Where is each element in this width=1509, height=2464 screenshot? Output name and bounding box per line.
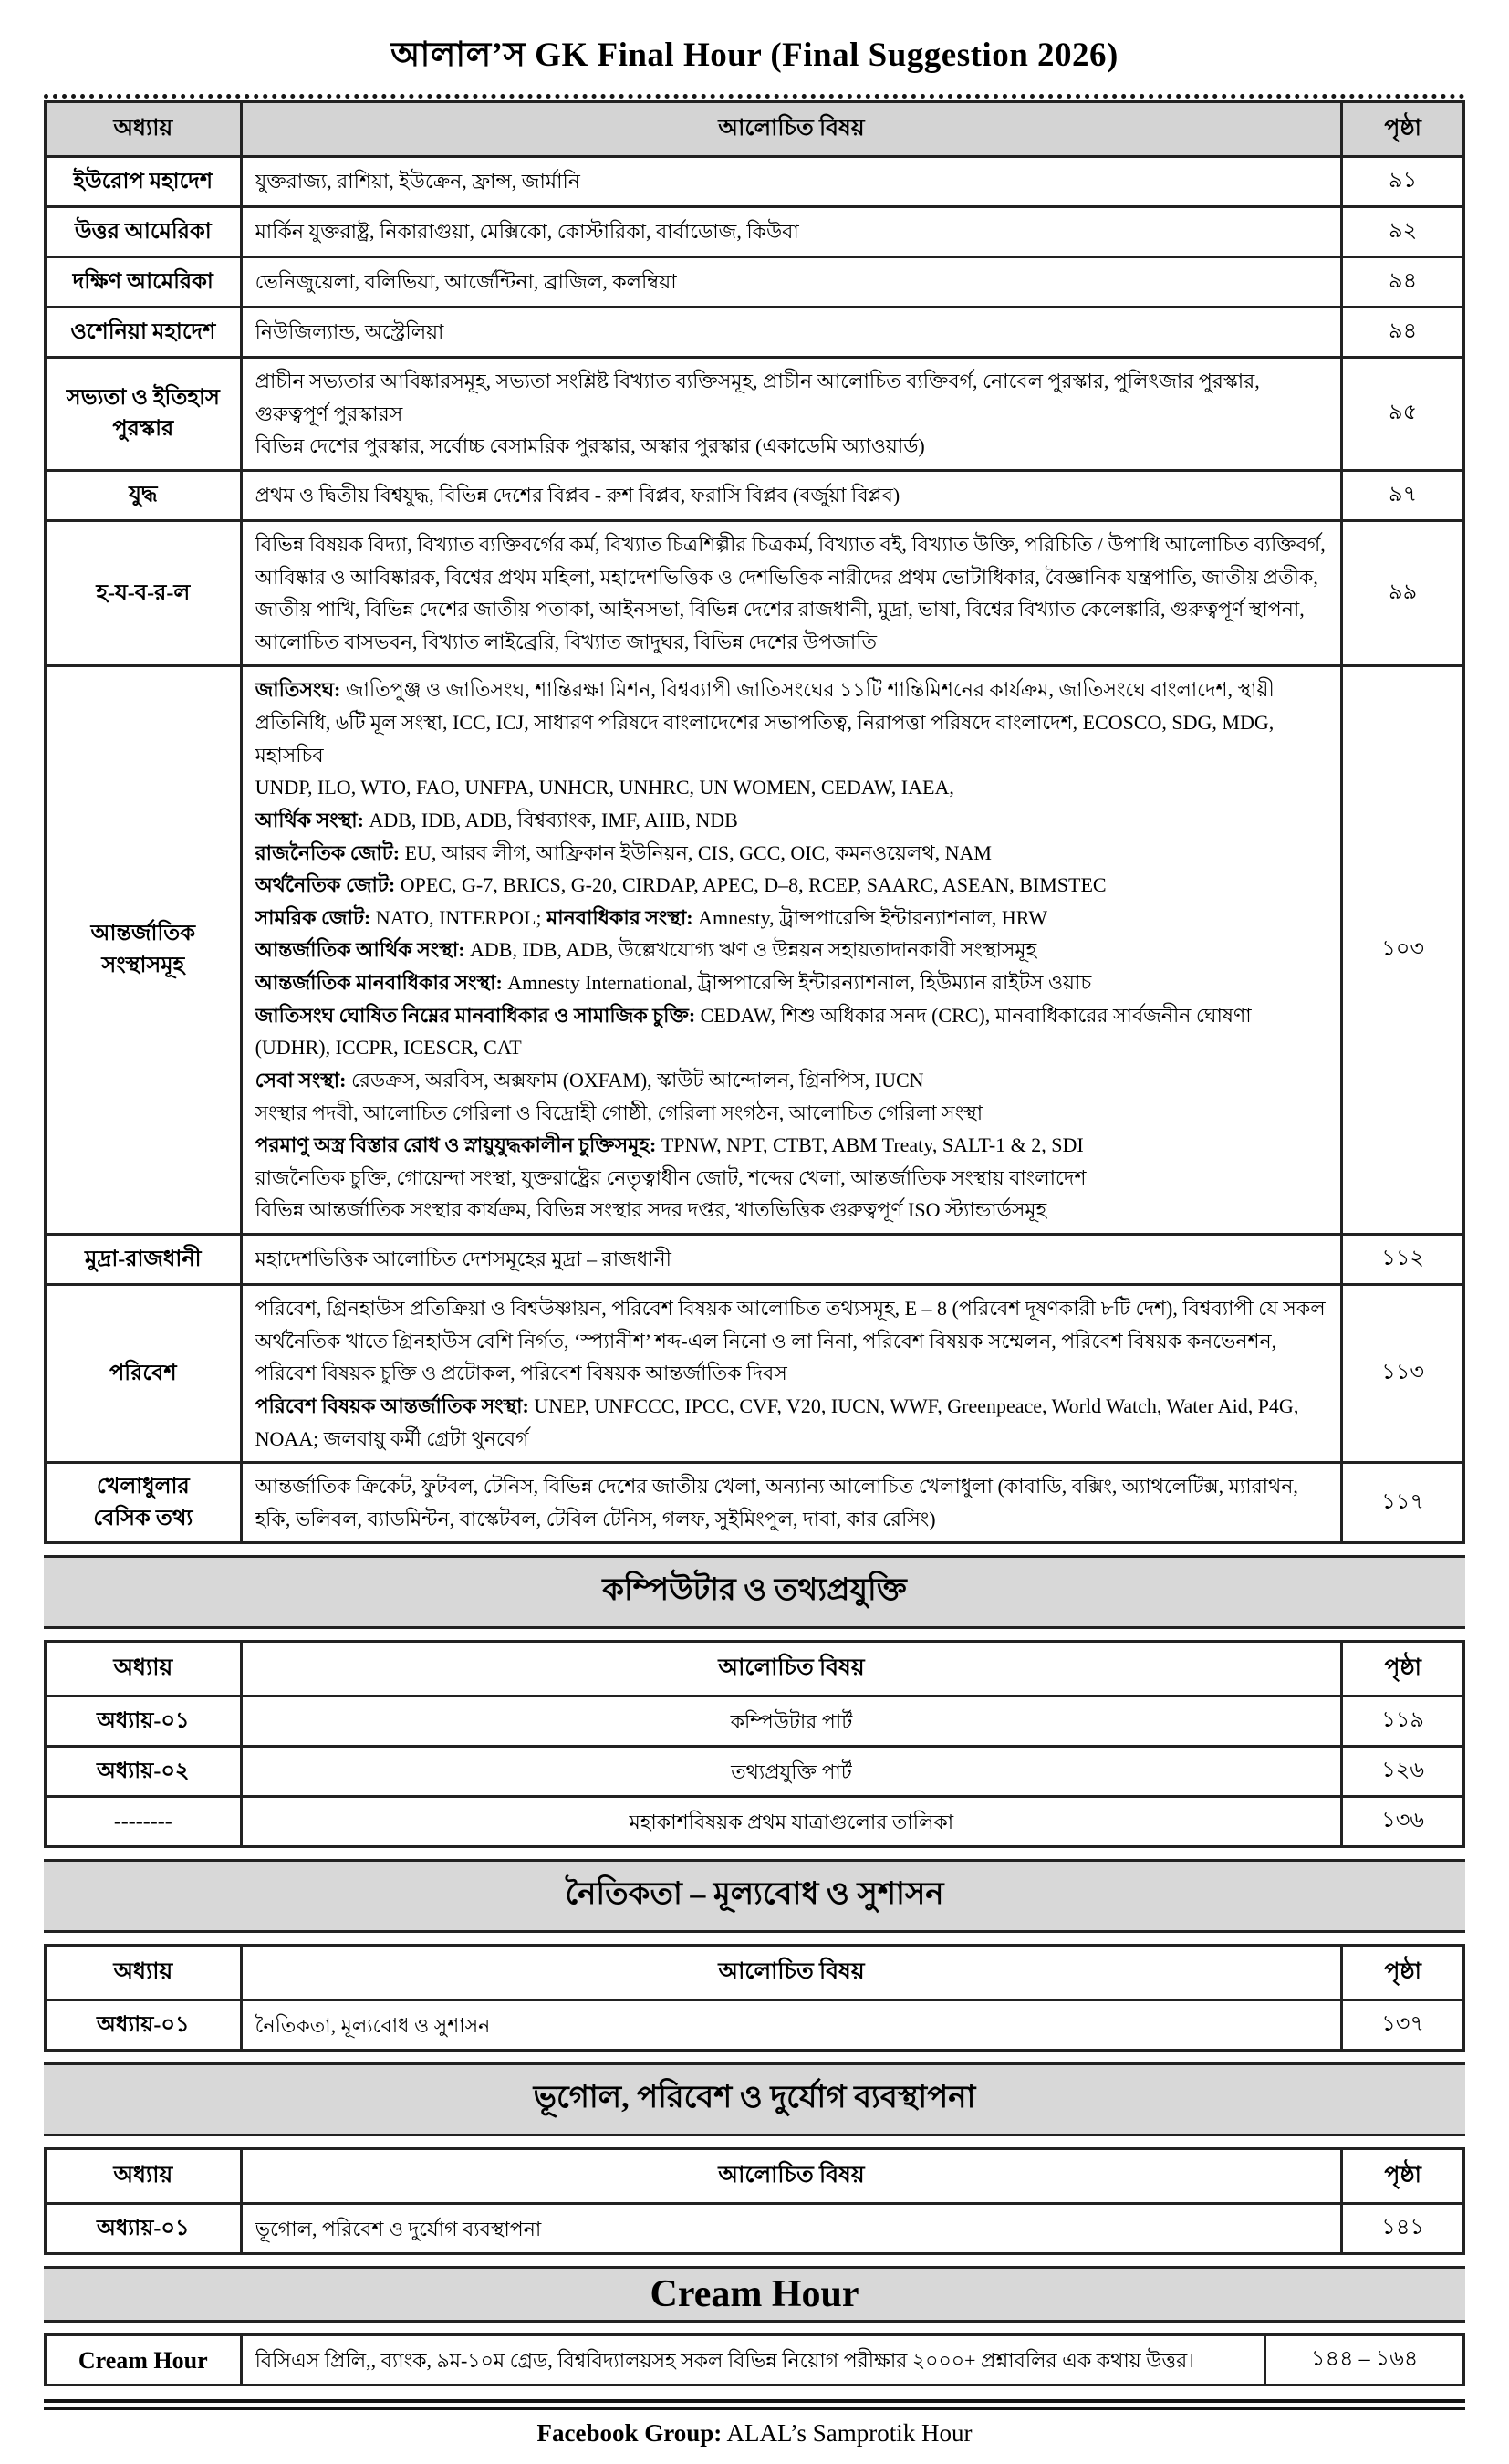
topic-cell: [241, 1463, 1342, 1543]
topic-line: [255, 165, 1328, 198]
topic-line: [255, 316, 1328, 349]
column-header-topic: আলোচিত বিষয়: [241, 1642, 1342, 1697]
table-row: [46, 1697, 1464, 1747]
chapter-label: অধ্যায়-০১: [97, 2216, 190, 2240]
section-ethics: নৈতিকতা – মূল্যবোধ ও সুশাসন: [44, 1859, 1465, 1933]
page-number: ১০৩: [1342, 666, 1464, 1235]
topic-text: মহাকাশবিষয়ক প্রথম যাত্রাগুলোর তালিকা: [629, 1810, 954, 1833]
page-number: ৯১: [1342, 157, 1464, 207]
topic-line: [255, 2213, 1328, 2246]
chapter-label: খেলাধুলার: [96, 1474, 190, 1498]
topic-cell: [241, 358, 1342, 471]
topic-text: কম্পিউটার পার্ট: [730, 1709, 853, 1733]
topic-keyword: রাজনৈতিক জোট:: [255, 840, 401, 864]
topic-keyword: সেবা সংস্থা:: [255, 1068, 347, 1091]
topic-cell: [241, 2000, 1342, 2051]
topic-text: নৈতিকতা, মূল্যবোধ ও সুশাসন: [255, 2013, 491, 2037]
topic-cell: [241, 157, 1342, 207]
toc-geography: [44, 2147, 1465, 2255]
topic-line: [255, 1470, 1328, 1535]
topic-text: মার্কিন যুক্তরাষ্ট্র, নিকারাগুয়া, মেক্সিকো, কোস্টারিকা, বার্বাডোজ, কিউবা: [255, 220, 799, 244]
topic-text: রাজনৈতিক চুক্তি, গোয়েন্দা সংস্থা, যুক্তরাষ্ট্রের নেতৃত্বাধীন জোট, শব্দের খেলা, আন্তর্জাতিক সংস্থায় বাংলাদেশ: [255, 1165, 1087, 1189]
chapter-cell: [46, 1797, 242, 1847]
table-row: [46, 1747, 1464, 1797]
topic-text: মহাদেশভিত্তিক আলোচিত দেশসমূহের মুদ্রা – রাজধানী: [255, 1248, 671, 1271]
topic-line: [255, 673, 1328, 771]
chapter-cell: [46, 157, 242, 207]
table-row: [46, 666, 1464, 1235]
topic-line: [255, 804, 1328, 837]
topic-text: Amnesty, ট্রান্সপারেন্সি ইন্টারন্যাশনাল, HRW: [692, 905, 1047, 929]
chapter-cell: [46, 358, 242, 471]
toc-ethics: [44, 1944, 1465, 2052]
toc-computer-ict: [44, 1640, 1465, 1848]
topic-keyword: জাতিসংঘ:: [255, 678, 341, 702]
chapter-label: হ-য-ব-র-ল: [96, 580, 191, 605]
page-number: ১৪৪ – ১৬৪: [1265, 2335, 1464, 2386]
topic-cell: [241, 520, 1342, 666]
topic-keyword: আন্তর্জাতিক মানবাধিকার সংস্থা:: [255, 971, 503, 994]
page-number: ৯৪: [1342, 257, 1464, 308]
topic-keyword: পরিবেশ বিষয়ক আন্তর্জাতিক সংস্থা:: [255, 1394, 529, 1417]
topic-keyword: আর্থিক সংস্থা:: [255, 808, 364, 831]
chapter-cell: [46, 308, 242, 358]
table-row: [46, 1235, 1464, 1285]
topic-text: বিভিন্ন আন্তর্জাতিক সংস্থার কার্যক্রম, বিভিন্ন সংস্থার সদর দপ্তর, খাতভিত্তিক গুরুত্বপূর্ণ ISO স্ট্যান্ডার্ডসমূহ: [255, 1198, 1047, 1222]
table-row: [46, 2335, 1464, 2386]
page-number: ৯৫: [1342, 358, 1464, 471]
topic-text: যুক্তরাজ্য, রাশিয়া, ইউক্রেন, ফ্রান্স, জার্মানি: [255, 170, 580, 193]
chapter-label: মুদ্রা-রাজধানী: [85, 1247, 202, 1271]
page-number: ১১২: [1342, 1235, 1464, 1285]
table-row: [46, 157, 1464, 207]
topic-text: OPEC, G-7, BRICS, G-20, CIRDAP, APEC, D–8, RCEP, SAARC, ASEAN, BIMSTEC: [395, 873, 1107, 897]
column-header-chapter: অধ্যায়: [46, 1946, 242, 2000]
page-number: ১১৯: [1342, 1697, 1464, 1747]
footer-label: Facebook Group:: [536, 2419, 723, 2448]
topic-keyword: সামরিক জোট:: [255, 905, 371, 929]
chapter-label: --------: [113, 1809, 172, 1833]
page-number: ১২৬: [1342, 1747, 1464, 1797]
topic-cell: [241, 1797, 1342, 1847]
topic-line: [255, 1756, 1328, 1789]
page-title: আলাল’স GK Final Hour (Final Suggestion 2026): [390, 37, 1119, 74]
page-number: ১৪১: [1342, 2204, 1464, 2254]
topic-text: ভেনিজুয়েলা, বলিভিয়া, আর্জেন্টিনা, ব্রাজিল, কলম্বিয়া: [255, 270, 677, 294]
topic-cell: [241, 207, 1342, 257]
section-geography: ভূগোল, পরিবেশ ও দুর্যোগ ব্যবস্থাপনা: [44, 2062, 1465, 2136]
topic-cell: [241, 2335, 1265, 2386]
bottom-double-rule: [44, 2399, 1465, 2410]
chapter-label: আন্তর্জাতিক: [90, 922, 196, 946]
page-number: ৯২: [1342, 207, 1464, 257]
page-number: ৯৭: [1342, 470, 1464, 520]
topic-text: আন্তর্জাতিক ক্রিকেট, ফুটবল, টেনিস, বিভিন্ন দেশের জাতীয় খেলা, অন্যান্য আলোচিত খেলাধুলা (কাবাডি, বক্সিং, অ্যাথলেটিক্স, ম্যারাথন, হকি, ভলিবল, ব্যাডমিন্টন, বাস্কেটবল, টেবিল টেনিস, গলফ, সুইমিংপুল, দাবা, কার রেসিং): [255, 1475, 1298, 1530]
chapter-label: পরিবেশ: [109, 1361, 177, 1385]
topic-line: [255, 528, 1328, 659]
table-row: [46, 1797, 1464, 1847]
topic-cell: [241, 1285, 1342, 1463]
toc-cream-hour: [44, 2333, 1465, 2386]
topic-cell: [241, 470, 1342, 520]
topic-line: [255, 479, 1328, 512]
header-row: [46, 2149, 1464, 2204]
chapter-cell: [46, 257, 242, 308]
topic-text: EU, আরব লীগ, আফ্রিকান ইউনিয়ন, CIS, GCC, OIC, কমনওয়েলথ, NAM: [400, 840, 992, 864]
column-header-chapter: অধ্যায়: [46, 2149, 242, 2204]
topic-line: [255, 365, 1328, 430]
topic-text: নিউজিল্যান্ড, অস্ট্রেলিয়া: [255, 320, 444, 344]
chapter-cell: [46, 2204, 242, 2254]
topic-text: জাতিপুঞ্জ ও জাতিসংঘ, শান্তিরক্ষা মিশন, বিশ্বব্যাপী জাতিসংঘের ১১টি শান্তিমিশনের কার্যক্রম, জাতিসংঘে বাংলাদেশ, স্থায়ী প্রতিনিধি, ৬টি মূল সংস্থা, ICC, ICJ, সাধারণ পরিষদে বাংলাদেশের সভাপতিত্ব, নিরাপত্তা পরিষদে বাংলাদেশ, ECOSCO, SDG, MDG, মহাসচিব: [255, 678, 1275, 767]
topic-text: প্রাচীন সভ্যতার আবিষ্কারসমূহ, সভ্যতা সংশ্লিষ্ট বিখ্যাত ব্যক্তিসমূহ, প্রাচীন আলোচিত ব্যক্তিবর্গ, নোবেল পুরস্কার, পুলিৎজার পুরস্কার, গুরুত্বপূর্ণ পুরস্কারস: [255, 370, 1260, 425]
chapter-label: সংস্থাসমূহ: [101, 954, 185, 978]
topic-cell: [241, 2204, 1342, 2254]
topic-line: [255, 966, 1328, 999]
chapter-label: অধ্যায়-০১: [97, 1708, 190, 1733]
header-row: [46, 1642, 1464, 1697]
topic-text: TPNW, NPT, CTBT, ABM Treaty, SALT-1 & 2, SDI: [656, 1133, 1084, 1157]
chapter-label: পুরস্কার: [112, 417, 174, 442]
footer-value: ALAL’s Samprotik Hour: [726, 2419, 973, 2448]
page-number: ১৩৭: [1342, 2000, 1464, 2051]
chapter-label: সভ্যতা ও ইতিহাস: [66, 385, 220, 410]
page-number: ১৩৬: [1342, 1797, 1464, 1847]
topic-line: [255, 1806, 1328, 1839]
chapter-label: যুদ্ধ: [129, 483, 158, 507]
chapter-label: ওশেনিয়া মহাদেশ: [70, 319, 216, 344]
topic-text: ADB, IDB, ADB, বিশ্বব্যাংক, IMF, AIIB, NDB: [363, 808, 738, 831]
topic-line: [255, 1292, 1328, 1390]
chapter-cell: [46, 520, 242, 666]
column-header-page: পৃষ্ঠা: [1342, 1946, 1464, 2000]
topic-text: রেডক্রস, অরবিস, অক্সফাম (OXFAM), স্কাউট আন্দোলন, গ্রিনপিস, IUCN: [346, 1068, 924, 1091]
chapter-label: ইউরোপ মহাদেশ: [73, 169, 213, 193]
topic-cell: [241, 308, 1342, 358]
table-row: [46, 2204, 1464, 2254]
toc-main: [44, 100, 1465, 1544]
chapter-label: দক্ষিণ আমেরিকা: [72, 269, 213, 294]
header-row: [46, 1946, 1464, 2000]
chapter-cell: [46, 1463, 242, 1543]
topic-cell: [241, 257, 1342, 308]
topic-line: [255, 266, 1328, 298]
topic-text: বিভিন্ন দেশের পুরস্কার, সর্বোচ্চ বেসামরিক পুরস্কার, অস্কার পুরস্কার (একাডেমি অ্যাওয়ার্ড): [255, 434, 925, 458]
topic-cell: [241, 1747, 1342, 1797]
column-header-chapter: অধ্যায়: [46, 1642, 242, 1697]
topic-keyword: মানবাধিকার সংস্থা:: [546, 905, 693, 929]
topic-text: NATO, INTERPOL;: [370, 905, 547, 929]
chapter-cell: [46, 470, 242, 520]
topic-keyword: জাতিসংঘ ঘোষিত নিম্নের মানবাধিকার ও সামাজিক চুক্তি:: [255, 1003, 696, 1027]
topic-keyword: অর্থনৈতিক জোট:: [255, 873, 396, 897]
topic-line: [255, 1129, 1328, 1162]
table-row: [46, 257, 1464, 308]
topic-keyword: পরমাণু অস্ত্র বিস্তার রোধ ও স্নায়ুযুদ্ধকালীন চুক্তিসমূহ:: [255, 1133, 657, 1157]
table-row: [46, 207, 1464, 257]
column-header-topic: আলোচিত বিষয়: [241, 1946, 1342, 2000]
column-header-page: পৃষ্ঠা: [1342, 1642, 1464, 1697]
chapter-cell: [46, 207, 242, 257]
header-row: [46, 102, 1464, 157]
chapter-label: অধ্যায়-০১: [97, 2012, 190, 2037]
table-row: [46, 520, 1464, 666]
chapter-label: Cream Hour: [78, 2346, 208, 2374]
section-cream-hour: Cream Hour: [44, 2266, 1465, 2323]
chapter-cell: [46, 1235, 242, 1285]
chapter-cell: [46, 1747, 242, 1797]
table-row: [46, 1285, 1464, 1463]
column-header-page: পৃষ্ঠা: [1342, 2149, 1464, 2204]
topic-line: [255, 1706, 1328, 1738]
column-header-chapter: অধ্যায়: [46, 102, 242, 157]
chapter-cell: [46, 2000, 242, 2051]
topic-text: প্রথম ও দ্বিতীয় বিশ্বযুদ্ধ, বিভিন্ন দেশের বিপ্লব - রুশ বিপ্লব, ফরাসি বিপ্লব (বর্জুয়া বিপ্লব): [255, 484, 900, 507]
chapter-label: অধ্যায়-০২: [97, 1759, 190, 1783]
topic-line: [255, 837, 1328, 870]
table-row: [46, 1463, 1464, 1543]
chapter-cell: [46, 1285, 242, 1463]
content: [44, 100, 1465, 2386]
chapter-cell: [46, 1697, 242, 1747]
footer: [44, 2419, 1465, 2448]
topic-line: [255, 771, 1328, 804]
page-number: ৯৯: [1342, 520, 1464, 666]
topic-line: [255, 902, 1328, 934]
topic-line: [255, 1243, 1328, 1276]
topic-line: [255, 215, 1328, 248]
page-number: ৯৪: [1342, 308, 1464, 358]
topic-line: [255, 1390, 1328, 1455]
chapter-cell: [46, 666, 242, 1235]
chapter-cell: [46, 2335, 242, 2386]
topic-text: বিভিন্ন বিষয়ক বিদ্যা, বিখ্যাত ব্যক্তিবর্গের কর্ম, বিখ্যাত চিত্রশিল্পীর চিত্রকর্ম, বিখ্যাত বই, বিখ্যাত উক্তি, পরিচিতি / উপাধি আলোচিত ব্যক্তিবর্গ, আবিষ্কার ও আবিষ্কারক, বিশ্বের প্রথম মহিলা, মহাদেশভিত্তিক ও দেশভিত্তিক নারীদের প্রথম ভোটাধিকার, বৈজ্ঞানিক যন্ত্রপাতি, জাতীয় প্রতীক, জাতীয় পাখি, বিভিন্ন দেশের জাতীয় পতাকা, আইনসভা, বিভিন্ন দেশের রাজধানী, মুদ্রা, ভাষা, বিশ্বের বিখ্যাত কেলেঙ্কারি, গুরুত্বপূর্ণ স্থাপনা, আলোচিত বাসভবন, বিখ্যাত লাইব্রেরি, বিখ্যাত জাদুঘর, বিভিন্ন দেশের উপজাতি: [255, 532, 1326, 653]
dotted-divider: [44, 94, 1465, 99]
topic-line: [255, 1194, 1328, 1227]
topic-line: [255, 934, 1328, 966]
topic-line: [255, 869, 1328, 902]
table-row: [46, 358, 1464, 471]
topic-text: ভূগোল, পরিবেশ ও দুর্যোগ ব্যবস্থাপনা: [255, 2217, 542, 2240]
topic-line: [255, 430, 1328, 463]
topic-text: বিসিএস প্রিলি,, ব্যাংক, ৯ম-১০ম গ্রেড, বিশ্ববিদ্যালয়সহ সকল বিভিন্ন নিয়োগ পরীক্ষার ২০০০+ প্রশ্নাবলির এক কথায় উত্তর।: [255, 2348, 1195, 2372]
topic-line: [255, 1064, 1328, 1097]
chapter-label: বেসিক তথ্য: [93, 1506, 193, 1530]
table-row: [46, 470, 1464, 520]
topic-cell: [241, 1697, 1342, 1747]
section-computer-ict: কম্পিউটার ও তথ্যপ্রযুক্তি: [44, 1555, 1465, 1629]
page-number: ১১৭: [1342, 1463, 1464, 1543]
column-header-topic: আলোচিত বিষয়: [241, 2149, 1342, 2204]
topic-keyword: আন্তর্জাতিক আর্থিক সংস্থা:: [255, 938, 465, 962]
topic-line: [255, 999, 1328, 1064]
topic-line: [255, 1097, 1328, 1130]
page-number: ১১৩: [1342, 1285, 1464, 1463]
table-row: [46, 2000, 1464, 2051]
topic-cell: [241, 666, 1342, 1235]
table-row: [46, 308, 1464, 358]
topic-text: সংস্থার পদবী, আলোচিত গেরিলা ও বিদ্রোহী গোষ্ঠী, গেরিলা সংগঠন, আলোচিত গেরিলা সংস্থা: [255, 1101, 983, 1124]
topic-text: Amnesty International, ট্রান্সপারেন্সি ইন্টারন্যাশনাল, হিউম্যান রাইটস ওয়াচ: [502, 971, 1092, 994]
topic-text: তথ্যপ্রযুক্তি পার্ট: [731, 1759, 852, 1783]
topic-text: CEDAW, শিশু অধিকার সনদ (CRC), মানবাধিকারের সার্বজনীন ঘোষণা (UDHR), ICCPR, ICESCR, CAT: [255, 1003, 1252, 1060]
topic-text: পরিবেশ, গ্রিনহাউস প্রতিক্রিয়া ও বিশ্বউষ্ণায়ন, পরিবেশ বিষয়ক আলোচিত তথ্যসমূহ, E – 8 (পরিবেশ দূষণকারী ৮টি দেশ), বিশ্বব্যাপী যে সকল অর্থনৈতিক খাতে গ্রিনহাউস বেশি নির্গত, ‘স্প্যানীশ’ শব্দ-এল নিনো ও লা নিনা, পরিবেশ বিষয়ক সম্মেলন, পরিবেশ বিষয়ক কনভেনশন, পরিবেশ বিষয়ক চুক্তি ও প্রটোকল, পরিবেশ বিষয়ক আন্তর্জাতিক দিবস: [255, 1297, 1326, 1385]
topic-line: [255, 1162, 1328, 1195]
column-header-topic: আলোচিত বিষয়: [241, 102, 1342, 157]
topic-line: [255, 2010, 1328, 2042]
column-header-page: পৃষ্ঠা: [1342, 102, 1464, 157]
topic-text: UNDP, ILO, WTO, FAO, UNFPA, UNHCR, UNHRC, UN WOMEN, CEDAW, IAEA,: [255, 776, 954, 799]
chapter-label: উত্তর আমেরিকা: [74, 219, 212, 244]
topic-text: ADB, IDB, ADB, উল্লেখযোগ্য ঋণ ও উন্নয়ন সহায়তাদানকারী সংস্থাসমূহ: [464, 938, 1037, 962]
topic-cell: [241, 1235, 1342, 1285]
topic-line: [255, 2344, 1252, 2377]
topic-text: UNEP, UNFCCC, IPCC, CVF, V20, IUCN, WWF, Greenpeace, World Watch, Water Aid, P4G, NOAA; জলবায়ু কর্মী গ্রেটা থুনবের্গ: [255, 1394, 1299, 1450]
